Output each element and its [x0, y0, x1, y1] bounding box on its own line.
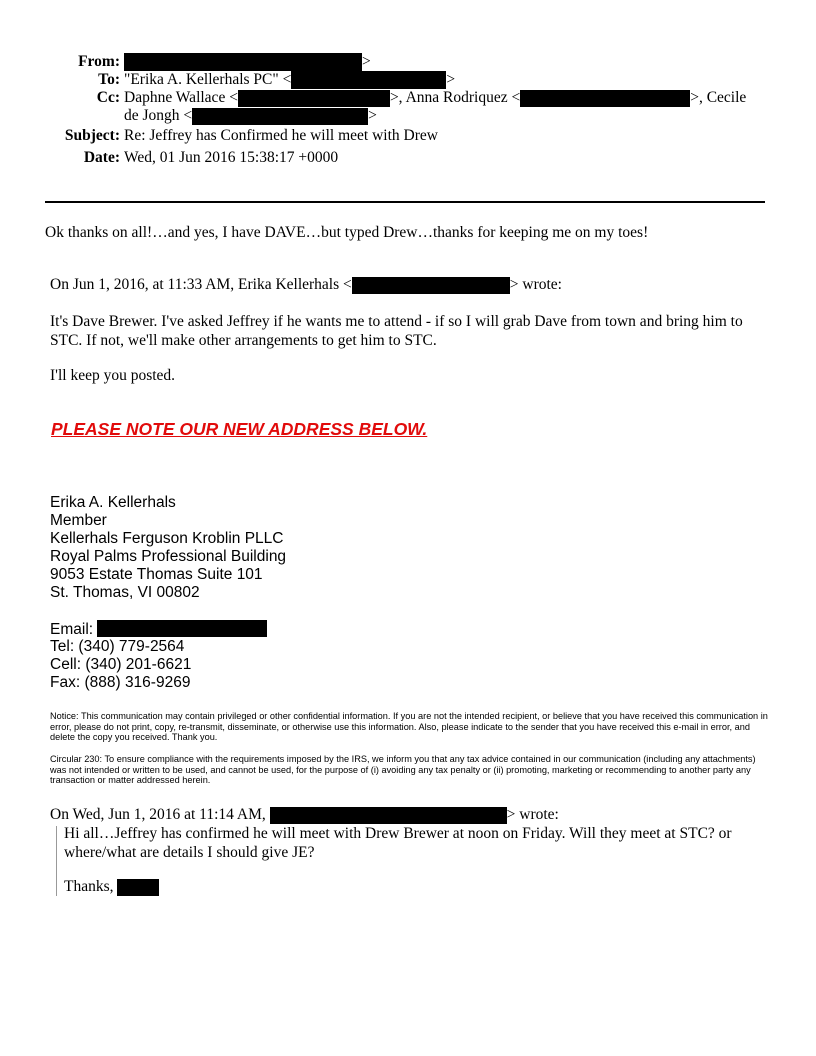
quote-bar	[56, 826, 57, 896]
quote1-paragraph: It's Dave Brewer. I've asked Jeffrey if he wants me to attend - if so I will grab Dave from town and bring him to STC. If not, we'll make other arrangements to get him to STC.	[50, 313, 743, 349]
redaction-box	[124, 53, 362, 71]
quote2-intro-prefix: On Wed, Jun 1, 2016 at 11:14 AM,	[50, 806, 266, 823]
signature-city: St. Thomas, VI 00802	[50, 584, 200, 601]
header-divider	[45, 201, 765, 203]
redaction-box	[520, 90, 690, 107]
signature-building: Royal Palms Professional Building	[50, 548, 287, 565]
quote2-body: Hi all…Jeffrey has confirmed he will meet with Drew Brewer at noon on Friday. Will they meet at STC? or where/what are details I should give JE?	[64, 825, 732, 861]
to-row	[60, 71, 764, 89]
from-suffix: >	[362, 53, 371, 70]
signature-title: Member	[50, 512, 107, 529]
quote1-intro	[50, 275, 770, 294]
subject-label: Subject:	[64, 127, 120, 144]
redaction-box	[117, 879, 159, 896]
quote1-paragraph-2: I'll keep you posted.	[50, 367, 176, 384]
quote2-signoff	[64, 877, 364, 896]
signature-tel: Tel: (340) 779-2564	[50, 638, 185, 655]
quote2-intro-suffix: > wrote:	[506, 806, 559, 823]
cc-cecile: >, Cecile de Jongh <	[124, 89, 747, 124]
to-prefix: "Erika A. Kellerhals PC" <	[124, 71, 292, 88]
signature-street: 9053 Estate Thomas Suite 101	[50, 566, 263, 583]
redaction-box	[291, 71, 446, 89]
date-label: Date:	[83, 149, 120, 166]
date-row	[60, 149, 764, 171]
subject-value: Re: Jeffrey has Confirmed he will meet with Drew	[124, 127, 438, 144]
cc-suffix: >	[368, 107, 377, 124]
redaction-box	[270, 807, 507, 824]
date-value: Wed, 01 Jun 2016 15:38:17 +0000	[124, 149, 339, 166]
cc-daphne: Daphne Wallace <	[124, 89, 238, 106]
from-label: From:	[78, 53, 120, 70]
signature-cell: Cell: (340) 201-6621	[50, 656, 192, 673]
cc-row	[60, 89, 764, 125]
reply-text: Ok thanks on all!…and yes, I have DAVE…but typed Drew…thanks for keeping me on my toes!	[45, 224, 649, 241]
redaction-box	[238, 90, 390, 107]
cc-value	[124, 89, 764, 125]
confidentiality-notice: Notice: This communication may contain privileged or other confidential information. If you are not the intended recipient, or believe that you have received this communication in error, please do not print, copy, re-transmit, disseminate, or otherwise use this information. Also, please indicate to the sender that you have received this e-mail in error, and delete the copy you received. Thank you.	[50, 711, 768, 742]
email-header	[60, 53, 764, 171]
redaction-box	[352, 277, 510, 294]
quote1-intro-prefix: On Jun 1, 2016, at 11:33 AM, Erika Kellerhals <	[50, 276, 352, 293]
cc-anna: >, Anna Rodriquez <	[389, 89, 521, 106]
from-value	[124, 53, 764, 71]
from-row	[60, 53, 764, 71]
to-value	[124, 71, 764, 89]
redaction-box	[97, 620, 267, 637]
email-label: Email:	[50, 621, 94, 638]
signature-firm: Kellerhals Ferguson Kroblin PLLC	[50, 530, 284, 547]
to-suffix: >	[446, 71, 456, 88]
to-label: To:	[98, 71, 120, 88]
quote1-intro-suffix: > wrote:	[509, 276, 562, 293]
quote2-intro	[50, 805, 770, 824]
subject-row	[60, 125, 764, 149]
signature-fax: Fax: (888) 316-9269	[50, 674, 191, 691]
cc-label: Cc:	[96, 89, 120, 106]
new-address-notice: PLEASE NOTE OUR NEW ADDRESS BELOW.	[51, 419, 428, 439]
signature-name: Erika A. Kellerhals	[50, 494, 176, 511]
circular230-notice: Circular 230: To ensure compliance with the requirements imposed by the IRS, we inform you that any tax advice contained in our communication (including any attachments) was not intended or written to be used, and cannot be used, for the purpose of (i) avoiding any tax penalty or (ii) promoting, marketing or recommending to another party any transaction or matter addressed herein.	[50, 754, 756, 785]
signature-email	[50, 620, 267, 639]
quote2-signoff-text: Thanks,	[64, 878, 114, 895]
redaction-box	[192, 108, 368, 125]
